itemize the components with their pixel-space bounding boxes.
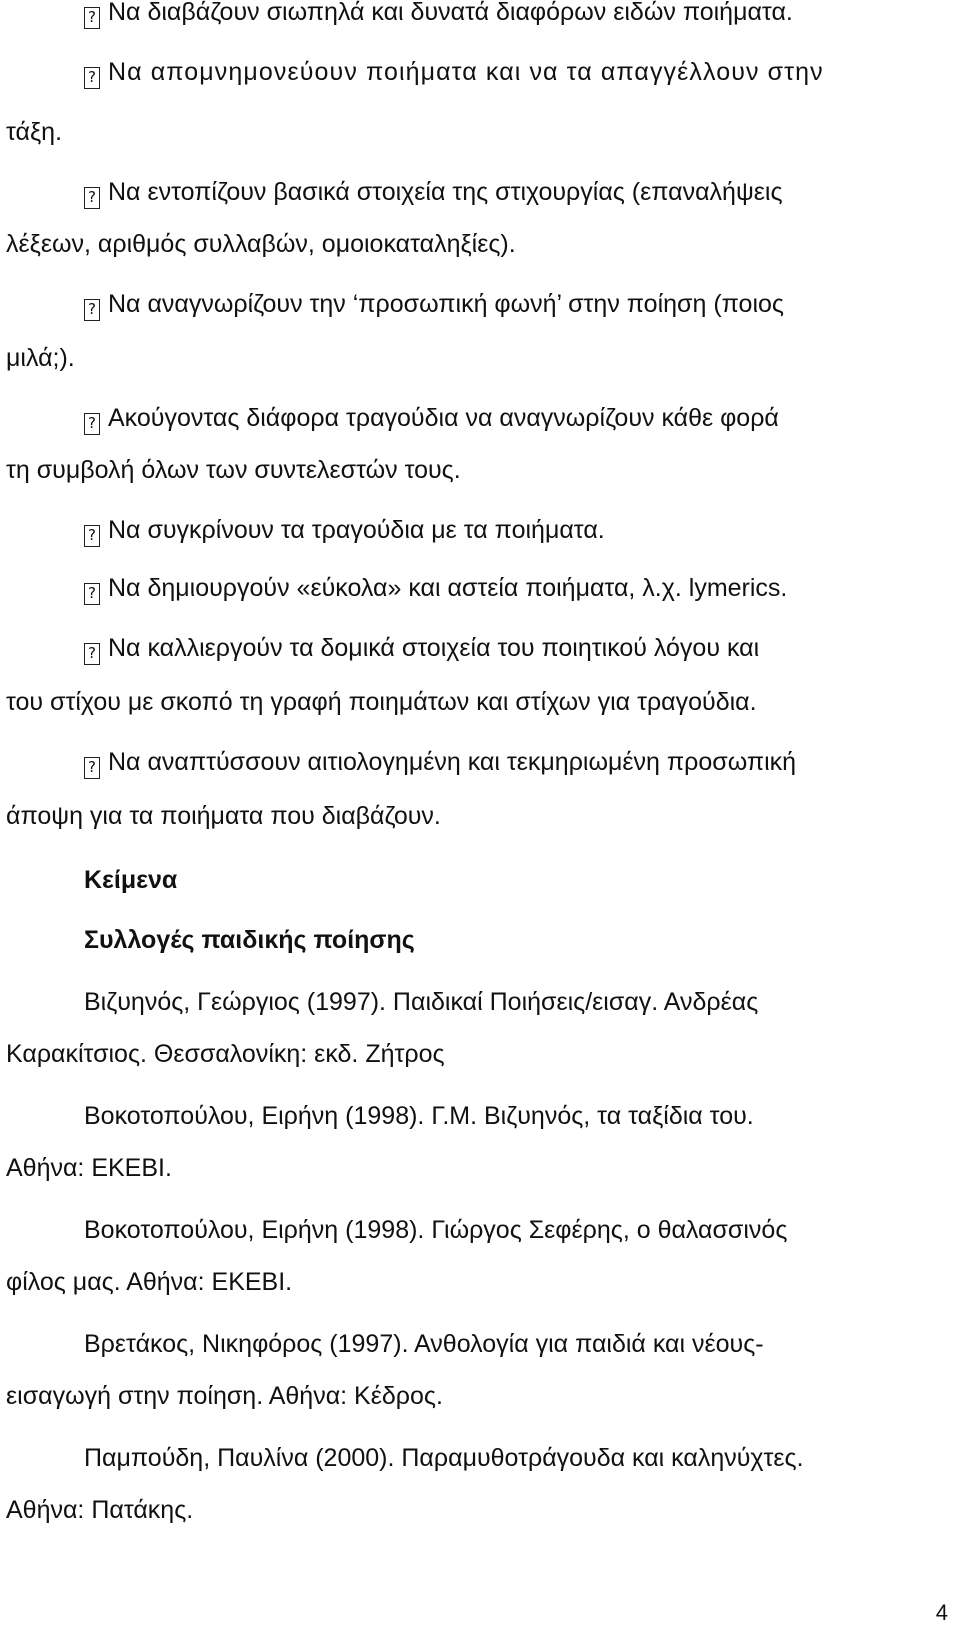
objective-line <box>84 172 954 212</box>
objective-continuation: άποψη για τα ποιήματα που διαβάζουν. <box>6 802 441 830</box>
reference-line: Βοκοτοπούλου, Ειρήνη (1998). Γ.Μ. Βιζυηνός, τα ταξίδια του. <box>84 1102 754 1130</box>
reference-continuation: Καρακίτσιος. Θεσσαλονίκη: εκδ. Ζήτρος <box>6 1040 445 1068</box>
missing-glyph-bullet-icon: ? <box>84 525 100 547</box>
reference-continuation: φίλος μας. Αθήνα: ΕΚΕΒΙ. <box>6 1268 293 1296</box>
objective-continuation: μιλά;). <box>6 344 75 372</box>
objective-text: Να αναγνωρίζουν την ‘προσωπική φωνή’ στην ποίηση (ποιος <box>108 290 784 318</box>
reference-line: Παμπούδη, Παυλίνα (2000). Παραμυθοτράγουδα και καληνύχτες. <box>84 1444 804 1472</box>
objective-line <box>84 742 954 782</box>
objective-continuation: τη συμβολή όλων των συντελεστών τους. <box>6 456 461 484</box>
missing-glyph-bullet-icon: ? <box>84 643 100 665</box>
collections-heading: Συλλογές παιδικής ποίησης <box>84 926 415 954</box>
objective-text: Να συγκρίνουν τα τραγούδια με τα ποιήματα. <box>108 516 605 544</box>
missing-glyph-bullet-icon: ? <box>84 67 100 89</box>
objective-continuation: τάξη. <box>6 118 63 146</box>
missing-glyph-bullet-icon: ? <box>84 583 100 605</box>
reference-line: Βρετάκος, Νικηφόρος (1997). Ανθολογία για παιδιά και νέους- <box>84 1330 764 1358</box>
objective-continuation: λέξεων, αριθμός συλλαβών, ομοιοκαταληξίες). <box>6 230 516 258</box>
missing-glyph-bullet-icon: ? <box>84 187 100 209</box>
objective-text: Να απομνημονεύουν ποιήματα και να τα απαγγέλλουν στην <box>108 58 824 86</box>
objective-text: Να αναπτύσσουν αιτιολογημένη και τεκμηριωμένη προσωπική <box>108 748 797 776</box>
objective-text: Να διαβάζουν σιωπηλά και δυνατά διαφόρων ειδών ποιήματα. <box>108 0 793 26</box>
objective-text: Ακούγοντας διάφορα τραγούδια να αναγνωρίζουν κάθε φορά <box>108 404 779 432</box>
missing-glyph-bullet-icon: ? <box>84 413 100 435</box>
page-number: 4 <box>935 1600 948 1625</box>
objective-line <box>84 398 954 438</box>
reference-continuation: Αθήνα: ΕΚΕΒΙ. <box>6 1154 172 1182</box>
objective-line <box>84 568 954 608</box>
objective-line <box>84 0 954 32</box>
objective-continuation: του στίχου με σκοπό τη γραφή ποιημάτων και στίχων για τραγούδια. <box>6 688 757 716</box>
objective-line <box>84 510 954 550</box>
objective-line <box>84 284 954 324</box>
reference-line: Βιζυηνός, Γεώργιος (1997). Παιδικαί Ποιήσεις/εισαγ. Ανδρέας <box>84 988 759 1016</box>
objective-text: Να δημιουργούν «εύκολα» και αστεία ποιήματα, λ.χ. lymerics. <box>108 574 788 602</box>
texts-heading: Κείμενα <box>84 866 178 894</box>
objective-line <box>84 628 954 668</box>
missing-glyph-bullet-icon: ? <box>84 7 100 29</box>
reference-line: Βοκοτοπούλου, Ειρήνη (1998). Γιώργος Σεφέρης, ο θαλασσινός <box>84 1216 788 1244</box>
objective-text: Να εντοπίζουν βασικά στοιχεία της στιχουργίας (επαναλήψεις <box>108 178 783 206</box>
reference-continuation: εισαγωγή στην ποίηση. Αθήνα: Κέδρος. <box>6 1382 443 1410</box>
objective-text: Να καλλιεργούν τα δομικά στοιχεία του ποιητικού λόγου και <box>108 634 760 662</box>
reference-continuation: Αθήνα: Πατάκης. <box>6 1496 194 1524</box>
objective-line <box>84 52 954 92</box>
missing-glyph-bullet-icon: ? <box>84 299 100 321</box>
missing-glyph-bullet-icon: ? <box>84 757 100 779</box>
